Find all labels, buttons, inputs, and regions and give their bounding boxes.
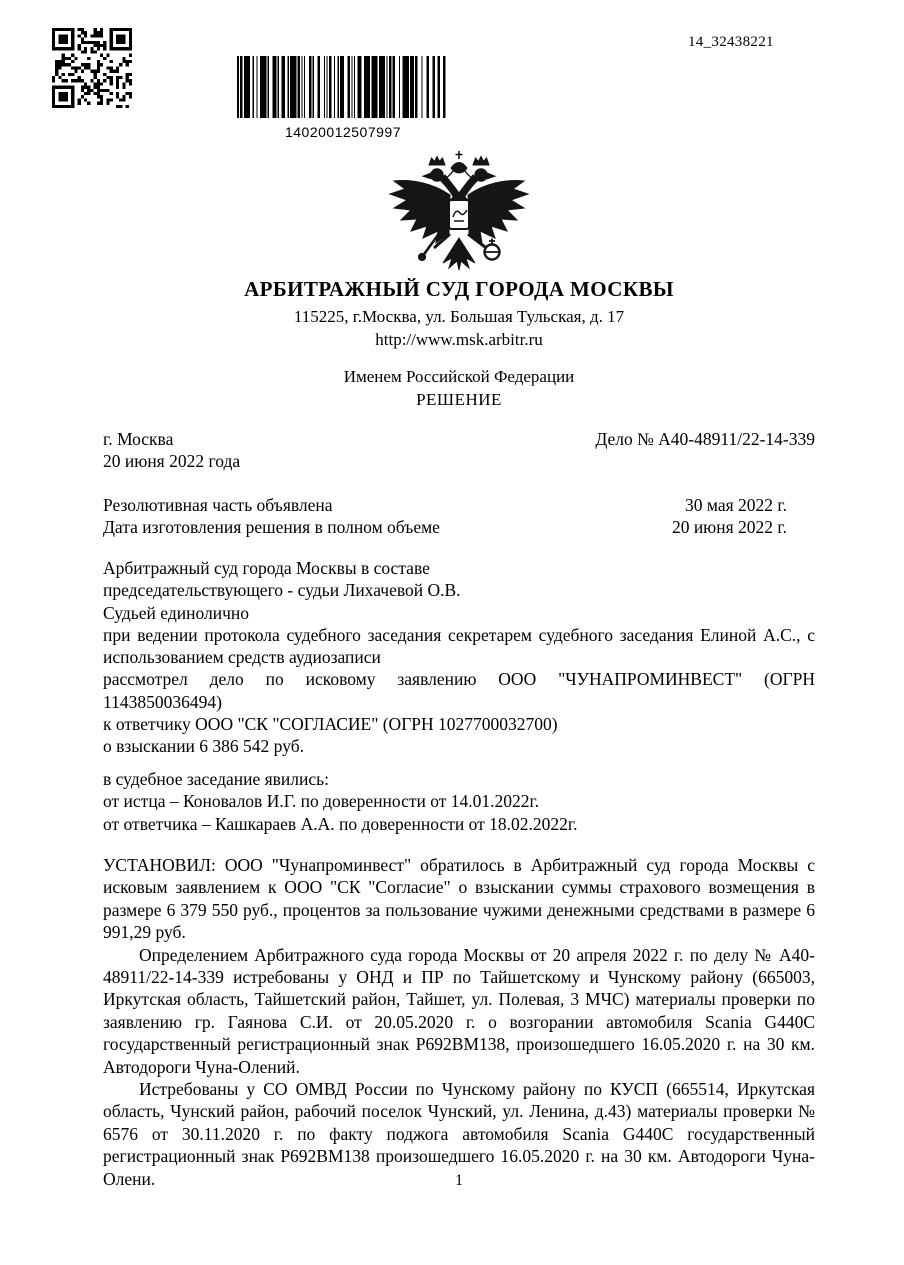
full-text-label: Дата изготовления решения в полном объеме <box>103 517 440 538</box>
body-paragraph: Истребованы у СО ОМВД России по Чунскому району по КУСП (665514, Иркутская область, Чунский район, рабочий поселок Чунский, ул. Ленина, д.43) материалы проверки № 6576 от 30.11.2020 г. по факту поджога автомобиля Scania G440C государственный регистрационный знак Р692ВМ138 произошедшего 16.05.2020 г. на 30 км. Автодороги Чуна-Олени. <box>103 1079 815 1189</box>
court-website-url: http://www.msk.arbitr.ru <box>375 330 543 349</box>
body-paragraph: УСТАНОВИЛ: ООО "Чунапроминвест" обратилось в Арбитражный суд города Москвы с исковым заявлением к ООО "СК "Согласие" о взыскании суммы страхового возмещения в размере 6 379 550 руб., процентов за пользование чужими денежными средствами в размере 6 991,29 руб. <box>103 855 815 943</box>
decision-body <box>103 854 815 1190</box>
coat-of-arms-icon <box>103 150 815 272</box>
full-text-date: 20 июня 2022 г. <box>671 517 787 538</box>
page-number: 1 <box>455 1172 463 1189</box>
qr-code-icon <box>52 28 132 108</box>
document-type-title: РЕШЕНИЕ <box>416 390 502 409</box>
body-paragraph: Определением Арбитражного суда города Москвы от 20 апреля 2022 г. по делу № А40-48911/22-14-339 истребованы у ОНД и ПР по Тайшетскому и Чунскому району (665003, Иркутская область, Тайшетский район, Тайшет, ул. Полевая, 3 МЧС) материалы проверки по заявлению гр. Гаянова С.И. от 20.05.2020 г. о возгорании автомобиля Scania G440C государственный регистрационный знак Р692ВМ138, произошедшего 16.05.2020 г. на 30 км. Автодороги Чуна-Олений. <box>103 944 815 1077</box>
operative-part-date: 30 мая 2022 г. <box>685 495 787 515</box>
composition-judge-line: председательствующего - судьи Лихачевой О.В. <box>103 580 461 601</box>
composition-claim-line: рассмотрел дело по исковому заявлению ООО "ЧУНАПРОМИНВЕСТ" (ОГРН 1143850036494) <box>103 669 815 712</box>
composition-secretary-line: при ведении протокола судебного заседания секретарем судебного заседания Елиной А.С., с использованием средств аудиозаписи <box>103 624 815 668</box>
appearances-plaintiff: от истца – Коновалов И.Г. по доверенности от 14.01.2022г. <box>103 791 540 812</box>
operative-part-label: Резолютивная часть объявлена <box>103 495 333 515</box>
case-number: Дело № А40-48911/22-14-339 <box>595 429 815 449</box>
barcode <box>237 56 449 140</box>
composition-solo-line: Судьей единолично <box>103 602 249 623</box>
appearances-intro: в судебное заседание явились: <box>103 769 329 789</box>
decision-date: 20 июня 2022 года <box>103 451 241 472</box>
composition-court-line: Арбитражный суд города Москвы в составе <box>103 558 430 578</box>
city-label: г. Москва <box>103 429 174 449</box>
appearances-defendant: от ответчика – Кашкараев А.А. по доверенности от 18.02.2022г. <box>103 813 578 834</box>
in-name-of-line: Именем Российской Федерации <box>343 367 575 386</box>
document-id: 14_32438221 <box>688 34 774 50</box>
composition-amount-line: о взыскании 6 386 542 руб. <box>103 736 304 757</box>
court-name: АРБИТРАЖНЫЙ СУД ГОРОДА МОСКВЫ <box>244 277 674 301</box>
court-address: 115225, г.Москва, ул. Большая Тульская, д. 17 <box>293 307 625 326</box>
barcode-number: 14020012507997 <box>284 124 401 140</box>
composition-defendant-line: к ответчику ООО "СК "СОГЛАСИЕ" (ОГРН 1027700032700) <box>103 714 558 735</box>
barcode-icon <box>237 56 449 118</box>
